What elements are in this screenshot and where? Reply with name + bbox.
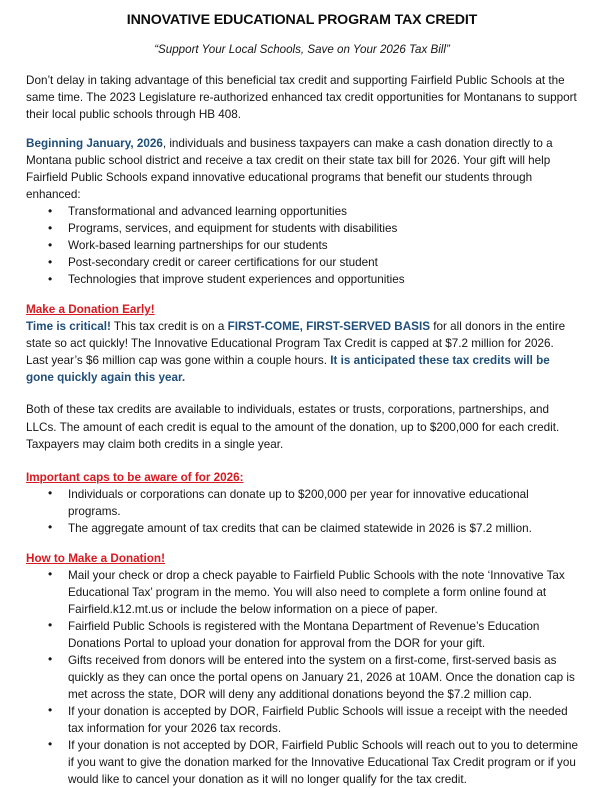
important-caps-list (26, 486, 578, 537)
time-is-critical-text: Time is critical! (26, 320, 111, 334)
how-to-donate-section (26, 549, 578, 788)
list-item: • Technologies that improve student experiences and opportunities (26, 271, 578, 288)
beginning-january-paragraph (26, 135, 578, 203)
list-item: • Programs, services, and equipment for students with disabilities (26, 220, 578, 237)
donate-early-section (26, 300, 578, 386)
first-come-first-served-text: FIRST-COME, FIRST-SERVED BASIS (227, 320, 430, 334)
enhanced-programs-list (26, 203, 578, 288)
how-to-make-a-donation-heading: How to Make a Donation! (26, 551, 165, 565)
important-caps-section (26, 468, 578, 537)
beginning-january-rest: , individuals and business taxpayers can make a cash donation directly to a Montana public school district and receive a tax credit on their state tax bill for 2026. Your gift will help Fairfield Public Schools expand innovative educational programs that benefit our students through enhanced: (26, 137, 553, 202)
beginning-january-lead: Beginning January, 2026 (26, 137, 163, 151)
intro-paragraph: Don’t delay in taking advantage of this beneficial tax credit and supporting Fairfield Public Schools at the same time. The 2023 Legislature re-authorized enhanced tax credit opportunities for Montanans to support their local public schools through HB 408. (26, 74, 577, 122)
list-item: • Gifts received from donors will be entered into the system on a first-come, first-served basis as quickly as they can once the portal opens on January 21, 2026 at 10AM. Once the donation cap is met across the state, DOR will deny any additional donations beyond the $7.2 million cap. (26, 652, 578, 703)
list-item: • Transformational and advanced learning opportunities (26, 203, 578, 220)
both-credits-paragraph: Both of these tax credits are available to individuals, estates or trusts, corporations, partnerships, and LLCs. The amount of each credit is equal to the amount of the donation, up to $200,000 for each credit. Taxpayers may claim both credits in a single year. (26, 403, 560, 451)
list-item: • The aggregate amount of tax credits that can be claimed statewide in 2026 is $7.2 million. (26, 520, 578, 537)
donate-early-segment-2: for all donors in the entire state so act quickly! The Innovative Educational Program Tax Credit is capped at $7.2 million for 2026. Last year’s $6 million cap was gone within a couple hours. (26, 320, 566, 368)
important-caps-heading: Important caps to be aware of for 2026: (26, 470, 244, 484)
list-item: • Mail your check or drop a check payable to Fairfield Public Schools with the note ‘Innovative Tax Educational Tax’ program in the memo. You will also need to complete a form online found at Fairfield.k12.mt.us or include the below information on a piece of paper. (26, 567, 578, 618)
donate-early-paragraph (26, 318, 578, 386)
page-subtitle: “Support Your Local Schools, Save on Your 2026 Tax Bill” (154, 42, 450, 56)
list-item: • If your donation is accepted by DOR, Fairfield Public Schools will issue a receipt with the needed tax information for your 2026 tax records. (26, 703, 578, 737)
list-item: • If your donation is not accepted by DOR, Fairfield Public Schools will reach out to you to determine if you want to give the donation marked for the Innovative Educational Tax Credit program or if you would like to cancel your donation as it will no longer qualify for the tax credit. (26, 737, 578, 788)
anticipated-text: It is anticipated these tax credits will be gone quickly again this year. (26, 354, 550, 385)
donate-early-segment-1: This tax credit is on a (110, 320, 228, 334)
list-item: • Individuals or corporations can donate up to $200,000 per year for innovative educational programs. (26, 486, 578, 520)
make-a-donation-early-heading: Make a Donation Early! (26, 303, 155, 317)
page-title: INNOVATIVE EDUCATIONAL PROGRAM TAX CREDIT (126, 12, 478, 28)
list-item: • Fairfield Public Schools is registered with the Montana Department of Revenue’s Education Donations Portal to upload your donation for approval from the DOR for your gift. (26, 618, 578, 652)
list-item: • Post-secondary credit or career certifications for our student (26, 254, 578, 271)
list-item: • Work-based learning partnerships for our students (26, 237, 578, 254)
how-to-donate-list (26, 567, 578, 788)
